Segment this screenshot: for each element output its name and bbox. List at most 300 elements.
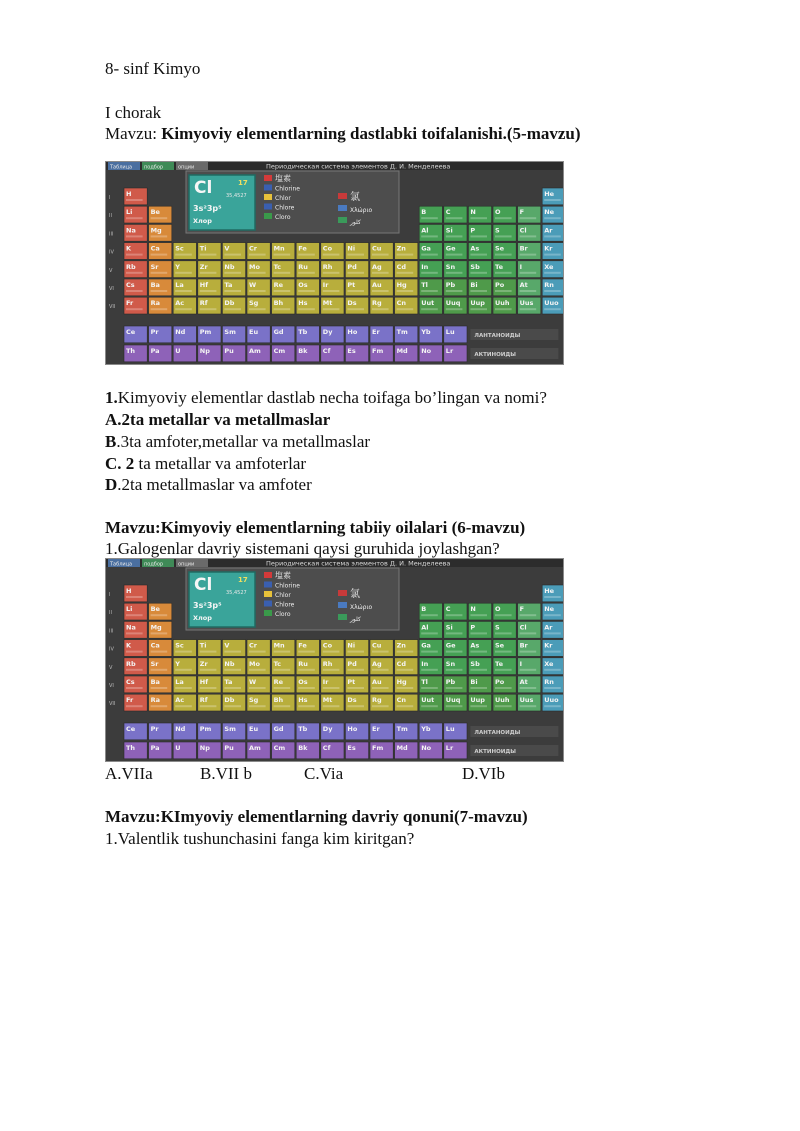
tab-label: подбор — [144, 561, 164, 568]
element-symbol: Al — [421, 623, 429, 632]
element-symbol: Rg — [372, 696, 382, 705]
element-symbol: Cl — [519, 623, 527, 632]
element-symbol: Nb — [224, 659, 235, 668]
element-symbol: Po — [495, 678, 505, 686]
element-symbol: Rg — [372, 299, 382, 308]
element-symbol: Bi — [470, 281, 478, 289]
element-symbol: Yb — [421, 725, 431, 733]
element-symbol: Ti — [199, 641, 207, 650]
element-symbol: Pm — [199, 725, 212, 733]
element-symbol: Tm — [396, 725, 408, 733]
element-symbol: At — [519, 281, 528, 289]
element-symbol: Hf — [199, 281, 209, 289]
topic2-option-c: C.Via — [304, 764, 344, 783]
selected-name: Хлор — [193, 614, 212, 622]
element-symbol: Bh — [273, 299, 284, 308]
element-symbol: No — [421, 347, 432, 355]
element-symbol: Gd — [273, 725, 284, 733]
element-symbol: Te — [495, 262, 503, 271]
tab-label: опции — [178, 164, 195, 171]
element-symbol: N — [470, 605, 476, 614]
element-symbol: Sc — [175, 244, 184, 253]
element-symbol: Sc — [175, 641, 184, 650]
element-symbol: La — [175, 281, 184, 289]
element-symbol: Ru — [298, 659, 308, 668]
selected-symbol: Cl — [194, 575, 213, 595]
element-symbol: Ne — [544, 208, 555, 217]
series-label: АКТИНОИДЫ — [474, 352, 516, 358]
topic2-options — [105, 763, 625, 785]
element-symbol: Bk — [298, 744, 308, 752]
topic1-title: Kimyoviy elementlarning dastlabki toifalanishi.(5-mavzu) — [161, 124, 581, 143]
element-symbol: U — [175, 347, 181, 355]
element-symbol: Tb — [298, 725, 308, 733]
translation-label: 塩素 — [275, 174, 291, 183]
element-symbol: Pr — [150, 725, 159, 733]
element-symbol: Mn — [273, 244, 285, 253]
element-symbol: He — [544, 190, 555, 198]
element-symbol: Hf — [199, 678, 209, 686]
element-symbol: Sg — [249, 299, 259, 308]
element-symbol: Ho — [347, 328, 358, 336]
element-symbol: H — [126, 587, 132, 595]
element-symbol: Pt — [347, 678, 356, 686]
element-symbol: P — [470, 226, 476, 235]
element-symbol: Ar — [544, 623, 553, 632]
element-symbol: Tm — [396, 328, 408, 336]
element-symbol: Cl — [519, 226, 527, 235]
period-label: III — [109, 628, 114, 635]
element-symbol: Md — [396, 744, 408, 752]
element-symbol: Ds — [347, 299, 357, 308]
element-symbol: Uus — [519, 299, 534, 308]
element-symbol: Ds — [347, 696, 357, 705]
element-symbol: Es — [347, 347, 356, 355]
element-symbol: V — [224, 641, 230, 650]
translation-label: Cloro — [275, 214, 291, 221]
element-symbol: U — [175, 744, 181, 752]
element-symbol: Uut — [421, 696, 435, 705]
element-symbol: Dy — [322, 725, 333, 733]
element-symbol: Es — [347, 744, 356, 752]
element-symbol: Rb — [126, 262, 136, 271]
element-symbol: Yb — [421, 328, 431, 336]
selected-config: 3s²3p⁵ — [193, 601, 222, 610]
element-symbol: La — [175, 678, 184, 686]
translation-label: Cloro — [275, 611, 291, 618]
series-label: АКТИНОИДЫ — [474, 749, 516, 755]
element-symbol: Nd — [175, 725, 186, 733]
element-symbol: F — [519, 605, 525, 614]
element-symbol: Ge — [445, 244, 456, 253]
element-symbol: Cn — [396, 299, 407, 308]
element-symbol: Se — [495, 641, 505, 650]
series-label: ЛАНТАНОИДЫ — [474, 333, 521, 339]
element-symbol: Pb — [445, 678, 456, 686]
element-symbol: Fm — [372, 347, 384, 355]
element-symbol: Bk — [298, 347, 308, 355]
translation-label: Chlor — [275, 592, 291, 599]
topic3-question: 1.Valentlik tushunchasini fanga kim kiritgan? — [105, 829, 415, 848]
element-symbol: Uuo — [544, 299, 559, 308]
series-label: ЛАНТАНОИДЫ — [474, 730, 521, 736]
element-symbol: Pd — [347, 262, 357, 271]
element-symbol: Gd — [273, 328, 284, 336]
translation-label: Chlore — [275, 601, 295, 609]
element-symbol: Li — [126, 605, 133, 614]
element-symbol: Zr — [199, 659, 208, 668]
selected-mass: 35,4527 — [226, 193, 247, 199]
element-symbol: Zn — [396, 244, 406, 253]
element-symbol: Hg — [396, 678, 407, 686]
element-symbol: No — [421, 744, 432, 752]
tab-label: подбор — [144, 164, 164, 171]
element-symbol: Db — [224, 696, 235, 705]
element-symbol: Au — [372, 281, 382, 289]
element-symbol: Pb — [445, 281, 456, 289]
element-symbol: C — [445, 208, 451, 217]
element-symbol: Br — [519, 641, 528, 650]
element-symbol: Pt — [347, 281, 356, 289]
element-symbol: Te — [495, 659, 503, 668]
element-symbol: Be — [150, 208, 160, 217]
translation-label: 塩素 — [275, 571, 291, 580]
element-symbol: P — [470, 623, 476, 632]
element-symbol: Ag — [372, 659, 382, 668]
element-symbol: Ni — [347, 641, 356, 650]
element-symbol: Ac — [175, 696, 185, 705]
element-symbol: Eu — [249, 725, 259, 733]
element-symbol: Kr — [544, 244, 553, 253]
tab-label: Таблица — [110, 164, 133, 171]
question1-number: 1. — [105, 388, 118, 407]
periodic-table-graphic — [106, 559, 564, 762]
element-symbol: Ca — [150, 641, 160, 650]
element-symbol: Mt — [322, 696, 333, 705]
translation-label: Chlore — [275, 204, 295, 212]
element-symbol: Ho — [347, 725, 358, 733]
element-symbol: Pa — [150, 744, 160, 752]
element-symbol: Pm — [199, 328, 212, 336]
element-symbol: Ra — [150, 696, 161, 705]
element-symbol: Os — [298, 281, 308, 289]
tab-label: Таблица — [110, 561, 133, 568]
element-symbol: Ru — [298, 262, 308, 271]
topic3-heading: Mavzu:KImyoviy elementlarning davriy qonuni(7-mavzu) — [105, 807, 528, 826]
element-symbol: Ce — [126, 328, 136, 336]
element-symbol: S — [495, 623, 500, 632]
element-symbol: Hs — [298, 299, 308, 308]
element-symbol: Ir — [322, 678, 329, 686]
element-symbol: Uus — [519, 696, 534, 705]
element-symbol: Sm — [224, 725, 236, 733]
element-symbol: Sb — [470, 659, 480, 668]
element-symbol: Sr — [150, 262, 159, 271]
element-symbol: Pu — [224, 744, 234, 752]
tab-label: опции — [178, 561, 195, 568]
period-label: V — [109, 267, 113, 274]
element-symbol: Lu — [445, 328, 455, 336]
element-symbol: O — [495, 605, 501, 614]
element-symbol: B — [421, 208, 427, 217]
translation-label: Chlorine — [275, 582, 300, 590]
element-symbol: As — [470, 244, 480, 253]
element-symbol: In — [421, 262, 429, 271]
element-symbol: Zr — [199, 262, 208, 271]
element-symbol: Ne — [544, 605, 555, 614]
element-symbol: Pd — [347, 659, 357, 668]
element-symbol: Ti — [199, 244, 207, 253]
topic2-option-a: A.VIIa — [105, 764, 153, 783]
element-symbol: Os — [298, 678, 308, 686]
element-symbol: Cd — [396, 659, 407, 668]
element-symbol: Ba — [150, 678, 160, 686]
element-symbol: Ar — [544, 226, 553, 235]
period-label: IV — [109, 249, 114, 256]
element-symbol: K — [126, 641, 132, 650]
element-symbol: Rn — [544, 281, 554, 289]
element-symbol: Xe — [544, 262, 554, 271]
element-symbol: Uuh — [495, 299, 510, 308]
element-symbol: Ga — [421, 244, 431, 253]
element-symbol: Ce — [126, 725, 136, 733]
element-symbol: W — [249, 678, 257, 686]
element-symbol: At — [519, 678, 528, 686]
element-symbol: Cu — [372, 641, 382, 650]
element-symbol: Na — [126, 226, 136, 235]
element-symbol: Cs — [126, 281, 135, 289]
periodic-table-image-2 — [105, 558, 564, 762]
element-symbol: Se — [495, 244, 505, 253]
period-label: VI — [109, 286, 114, 292]
element-symbol: I — [519, 262, 523, 271]
element-symbol: Na — [126, 623, 136, 632]
element-symbol: Y — [175, 262, 180, 271]
element-symbol: Cd — [396, 262, 407, 271]
element-symbol: B — [421, 605, 427, 614]
element-symbol: Th — [126, 744, 136, 752]
selected-number: 17 — [238, 576, 248, 584]
selected-symbol: Cl — [194, 178, 213, 198]
element-symbol: Rf — [199, 696, 208, 705]
topic2-option-d: D.VIb — [462, 764, 505, 783]
element-symbol: Cu — [372, 244, 382, 253]
element-symbol: Re — [273, 281, 284, 289]
element-symbol: Np — [199, 347, 210, 355]
element-symbol: Y — [175, 659, 180, 668]
element-symbol: Tb — [298, 328, 308, 336]
element-symbol: Zn — [396, 641, 406, 650]
element-symbol: Uut — [421, 299, 435, 308]
element-symbol: Mn — [273, 641, 285, 650]
period-label: V — [109, 664, 113, 671]
translation-label: 氯 — [350, 589, 360, 600]
element-symbol: H — [126, 190, 132, 198]
topic2-option-b: B.VII b — [200, 764, 252, 783]
element-symbol: Fr — [126, 299, 134, 308]
element-symbol: Ta — [224, 678, 233, 686]
element-symbol: Mo — [249, 262, 260, 271]
element-symbol: Re — [273, 678, 284, 686]
element-symbol: Tl — [421, 678, 428, 686]
element-symbol: Cr — [249, 244, 257, 253]
element-symbol: Sg — [249, 696, 259, 705]
element-symbol: Uuh — [495, 696, 510, 705]
element-symbol: Mg — [150, 226, 162, 235]
element-symbol: Tc — [273, 659, 282, 668]
element-symbol: Rf — [199, 299, 208, 308]
element-symbol: Am — [249, 347, 261, 355]
element-symbol: Fr — [126, 696, 134, 705]
element-symbol: Rh — [322, 262, 333, 271]
element-symbol: Xe — [544, 659, 554, 668]
element-symbol: Ba — [150, 281, 160, 289]
grade-line: 8- sinf Kimyo — [105, 59, 201, 78]
element-symbol: Er — [372, 328, 380, 336]
element-symbol: Pa — [150, 347, 160, 355]
element-symbol: Cf — [322, 744, 331, 752]
element-symbol: Tl — [421, 281, 428, 289]
periodic-table-graphic — [106, 162, 564, 365]
element-symbol: Np — [199, 744, 210, 752]
element-symbol: He — [544, 587, 555, 595]
element-symbol: Fe — [298, 244, 307, 253]
element-symbol: Ta — [224, 281, 233, 289]
question1-option-c: C. 2 ta metallar va amfoterlar — [105, 454, 307, 473]
element-symbol: Pr — [150, 328, 159, 336]
question1-option-d: D.2ta metallmaslar va amfoter — [105, 475, 312, 494]
period-label: IV — [109, 646, 114, 653]
element-symbol: Po — [495, 281, 505, 289]
period-label: I — [109, 592, 111, 598]
element-symbol: Ga — [421, 641, 431, 650]
selected-number: 17 — [238, 179, 248, 187]
element-symbol: Uuq — [445, 696, 461, 705]
element-symbol: Db — [224, 299, 235, 308]
element-symbol: Nb — [224, 262, 235, 271]
topic2-question: 1.Galogenlar davriy sistemani qaysi guruhida joylashgan? — [105, 539, 500, 558]
period-label: III — [109, 231, 114, 238]
element-symbol: Uup — [470, 299, 485, 308]
element-symbol: Uuq — [445, 299, 461, 308]
element-symbol: Co — [322, 244, 333, 253]
element-symbol: Ra — [150, 299, 161, 308]
element-symbol: Cm — [273, 744, 286, 752]
topic1-prefix: Mavzu: — [105, 124, 162, 143]
element-symbol: Au — [372, 678, 382, 686]
element-symbol: I — [519, 659, 523, 668]
element-symbol: C — [445, 605, 451, 614]
element-symbol: Cn — [396, 696, 407, 705]
question1 — [105, 387, 547, 409]
element-symbol: Nd — [175, 328, 186, 336]
question1-text: Kimyoviy elementlar dastlab necha toifaga bo’lingan va nomi? — [117, 388, 547, 407]
element-symbol: Mg — [150, 623, 162, 632]
element-symbol: Kr — [544, 641, 553, 650]
element-symbol: F — [519, 208, 525, 217]
element-symbol: Cm — [273, 347, 286, 355]
element-symbol: V — [224, 244, 230, 253]
translation-label: كلور — [350, 616, 361, 623]
element-symbol: Ac — [175, 299, 185, 308]
element-symbol: Sn — [445, 659, 456, 668]
element-symbol: Cs — [126, 678, 135, 686]
element-symbol: Si — [445, 623, 453, 632]
element-symbol: Cf — [322, 347, 331, 355]
element-symbol: Fe — [298, 641, 307, 650]
element-symbol: W — [249, 281, 257, 289]
element-symbol: Be — [150, 605, 160, 614]
table-caption: Периодическая система элементов Д. И. Менделеева — [266, 559, 451, 568]
selected-mass: 35,4527 — [226, 590, 247, 596]
element-symbol: Eu — [249, 328, 259, 336]
period-label: VII — [109, 701, 116, 708]
element-symbol: Ni — [347, 244, 356, 253]
element-symbol: Ir — [322, 281, 329, 289]
element-symbol: Rh — [322, 659, 333, 668]
table-caption: Периодическая система элементов Д. И. Менделеева — [266, 162, 451, 171]
element-symbol: Th — [126, 347, 136, 355]
element-symbol: Si — [445, 226, 453, 235]
element-symbol: Bi — [470, 678, 478, 686]
element-symbol: Uup — [470, 696, 485, 705]
element-symbol: Am — [249, 744, 261, 752]
selected-name: Хлор — [193, 217, 212, 225]
question1-option-b: B.3ta amfoter,metallar va metallmaslar — [105, 432, 371, 451]
element-symbol: Ca — [150, 244, 160, 253]
element-symbol: Hs — [298, 696, 308, 705]
translation-label: كلور — [350, 219, 361, 226]
selected-config: 3s²3p⁵ — [193, 204, 222, 213]
element-symbol: Sr — [150, 659, 159, 668]
element-symbol: Fm — [372, 744, 384, 752]
element-symbol: Li — [126, 208, 133, 217]
element-symbol: In — [421, 659, 429, 668]
element-symbol: Sm — [224, 328, 236, 336]
element-symbol: Rn — [544, 678, 554, 686]
element-symbol: Sn — [445, 262, 456, 271]
element-symbol: Hg — [396, 281, 407, 289]
element-symbol: Pu — [224, 347, 234, 355]
period-label: VI — [109, 683, 114, 689]
element-symbol: Er — [372, 725, 380, 733]
topic1-heading — [105, 123, 581, 145]
period-label: II — [109, 610, 112, 617]
periodic-table-image-1 — [105, 161, 564, 365]
period-label: VII — [109, 304, 116, 311]
element-symbol: Mt — [322, 299, 333, 308]
period-label: I — [109, 195, 111, 201]
topic2-heading: Mavzu:Kimyoviy elementlarning tabiiy oilalari (6-mavzu) — [105, 518, 526, 537]
element-symbol: Ag — [372, 262, 382, 271]
element-symbol: Dy — [322, 328, 333, 336]
question1-option-a: A.2ta metallar va metallmaslar — [105, 410, 331, 429]
translation-label: Chlor — [275, 195, 291, 202]
element-symbol: Br — [519, 244, 528, 253]
element-symbol: Ge — [445, 641, 456, 650]
element-symbol: O — [495, 208, 501, 217]
period-label: II — [109, 213, 112, 220]
element-symbol: Rb — [126, 659, 136, 668]
translation-label: Chlorine — [275, 185, 300, 193]
element-symbol: As — [470, 641, 480, 650]
translation-label: Χλώριο — [350, 207, 373, 214]
translation-label: Χλώριο — [350, 604, 373, 611]
element-symbol: Bh — [273, 696, 284, 705]
element-symbol: Sb — [470, 262, 480, 271]
element-symbol: Al — [421, 226, 429, 235]
translation-label: 氯 — [350, 192, 360, 203]
